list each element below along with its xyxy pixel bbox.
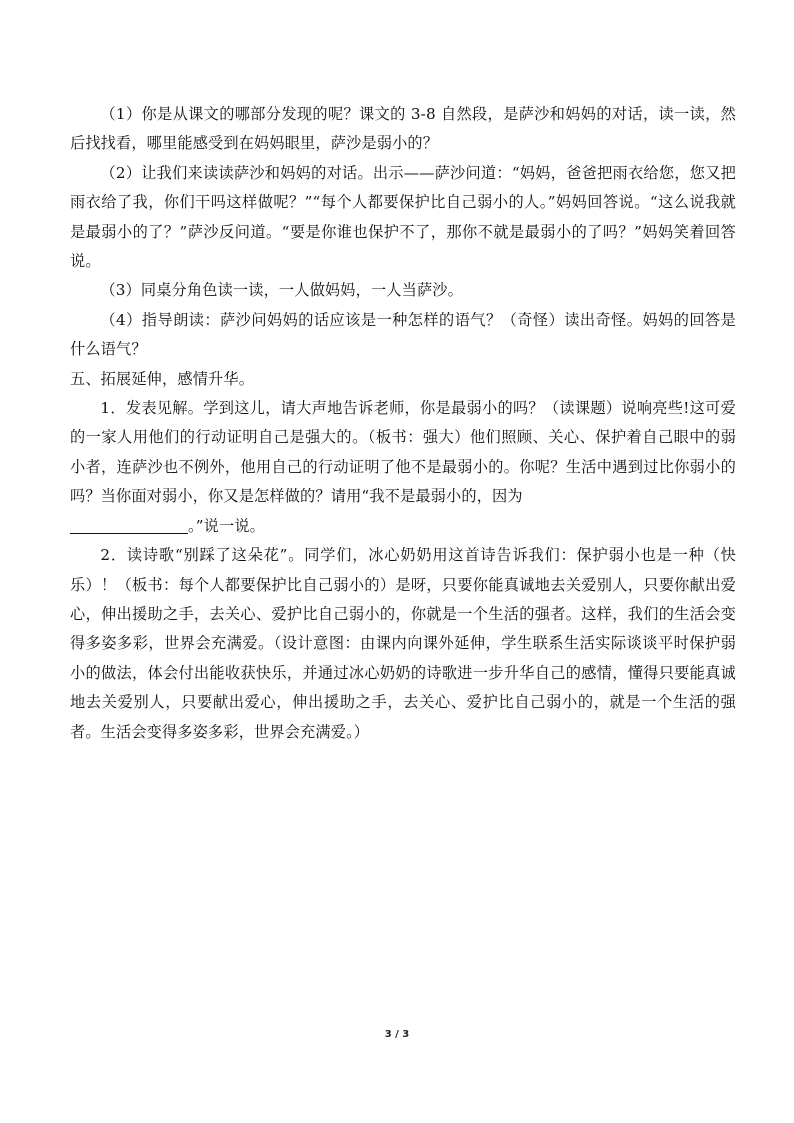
- paragraph-step-1: （1）你是从课文的哪部分发现的呢？课文的 3-8 自然段，是萨沙和妈妈的对话，读一读，然后找找看，哪里能感受到在妈妈眼里，萨沙是弱小的？: [70, 105, 736, 153]
- paragraph-step-4: （4）指导朗读：萨沙问妈妈的话应该是一种怎样的语气？（奇怪）读出奇怪。妈妈的回答是什么语气？: [70, 310, 736, 359]
- paragraph-item-2: 2．读诗歌“别踩了这朵花”。同学们，冰心奶奶用这首诗告诉我们：保护弱小也是一种（快乐）！（板书：每个人都要保护比自己弱小的）是呀，只要你能真诚地去关爱别人，只要你献出爱心，伸出援助之手，去关心、爱护比自己弱小的，你就是一个生活的强者。这样，我们的生活会变得多姿多彩，世界会充满爱。（设计意图：由课内向课外延伸，学生联系生活实际谈谈平时保护弱小的做法，体会付出能收获快乐，并通过冰心奶奶的诗歌进一步升华自己的感情，懂得只要能真诚地去关爱别人，只要献出爱心，伸出援助之手，去关心、爱护比自己弱小的，就是一个生活的强者。生活会变得多姿多彩，世界会充满爱。）: [70, 546, 736, 741]
- paragraph-item-1: [70, 394, 736, 541]
- section-heading: 五、拓展延伸，感情升华。: [70, 369, 255, 388]
- item-1-ending: 。”说一说。: [188, 516, 266, 535]
- paragraph-step-3: （3）同桌分角色读一读，一人做妈妈，一人当萨沙。: [100, 281, 463, 300]
- page-number: 3 / 3: [384, 1029, 410, 1040]
- document-body: [70, 100, 736, 747]
- paragraph-step-2: （2）让我们来读读萨沙和妈妈的对话。出示——萨沙问道：“妈妈，爸爸把雨衣给您，您又把雨衣给了我，你们干吗这样做呢？”“每个人都要保护比自己弱小的人。”妈妈回答说。“这么说我就是最弱小的了？”萨沙反问道。“要是你谁也保护不了，那你不就是最弱小的了吗？”妈妈笑着回答说。: [70, 163, 736, 271]
- item-1-text: 1．发表见解。学到这儿，请大声地告诉老师，你是最弱小的吗？（读课题）说响亮些!这可爱的一家人用他们的行动证明自己是强大的。（板书：强大）他们照顾、关心、保护着自己眼中的弱小者，连萨沙也不例外，他用自己的行动证明了他不是最弱小的。你呢？生活中遇到过比你弱小的吗？当你面对弱小，你又是怎样做的？请用“我不是最弱小的，因为: [70, 399, 736, 506]
- fill-in-blank: [70, 517, 188, 534]
